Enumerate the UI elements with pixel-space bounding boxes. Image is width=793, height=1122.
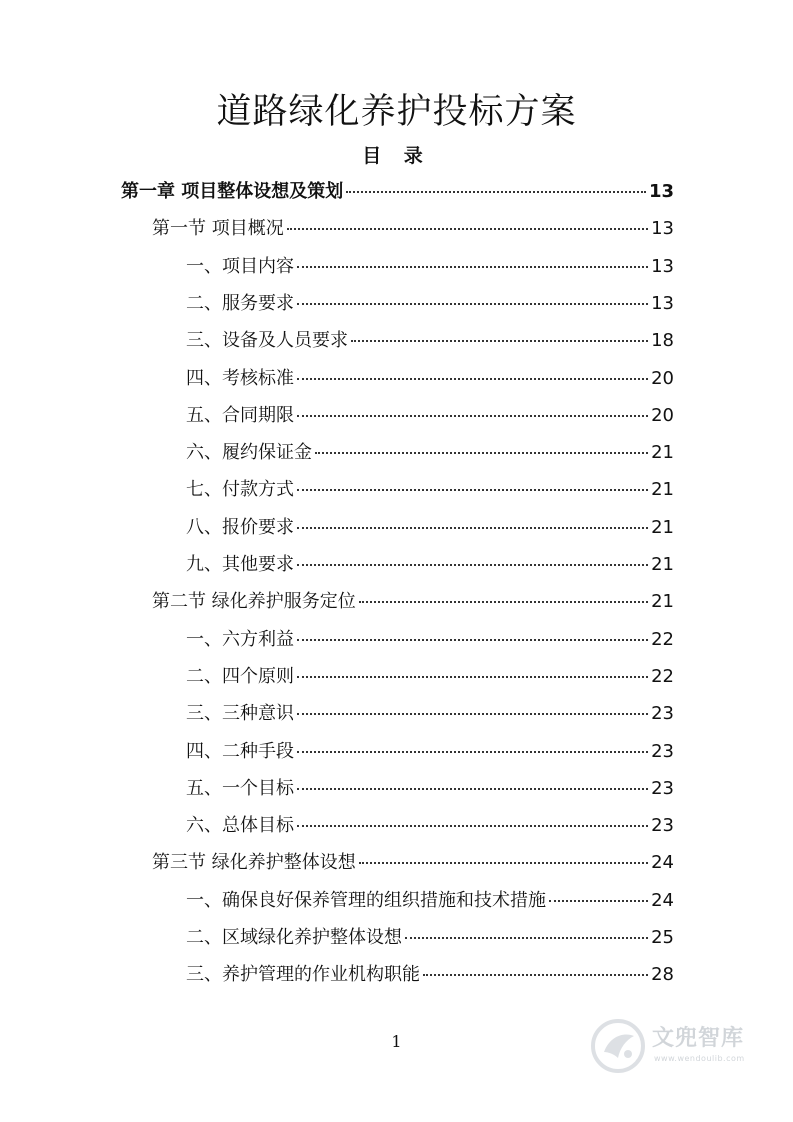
toc-entry-label: 第一节 项目概况 (152, 218, 284, 240)
toc-entry[interactable] (186, 737, 674, 767)
toc-entry-label: 三、设备及人员要求 (186, 330, 348, 352)
toc-entry-page: 13 (651, 255, 674, 277)
toc-entry-label: 一、项目内容 (186, 255, 294, 277)
toc-leader-dots (297, 489, 648, 491)
toc-entry-page: 23 (651, 740, 674, 762)
toc-entry-page: 22 (651, 628, 674, 650)
toc-leader-dots (297, 378, 648, 380)
toc-entry-page: 13 (651, 292, 674, 314)
toc-leader-dots (297, 303, 648, 305)
toc-leader-dots (297, 639, 648, 641)
toc-entry-label: 第三节 绿化养护整体设想 (152, 852, 356, 874)
watermark (590, 1018, 775, 1074)
document-title: 道路绿化养护投标方案 (216, 92, 577, 132)
toc-leader-dots (297, 676, 648, 678)
toc-entry-page: 23 (651, 703, 674, 725)
toc-leader-dots (346, 191, 646, 193)
toc-entry-label: 二、区域绿化养护整体设想 (186, 927, 402, 948)
toc-entry-page: 22 (651, 665, 674, 687)
toc-entry-label: 第一章 项目整体设想及策划 (121, 181, 344, 202)
toc-entry-label: 三、养护管理的作业机构职能 (186, 964, 420, 986)
toc-entry-page: 13 (651, 218, 674, 240)
toc-entry-label: 五、一个目标 (186, 777, 294, 799)
toc-entry-label: 九、其他要求 (186, 554, 294, 575)
toc-entry-label: 四、二种手段 (186, 740, 294, 762)
toc-leader-dots (359, 862, 648, 864)
toc-leader-dots (297, 825, 648, 827)
toc-leader-dots (287, 228, 648, 230)
toc-entry-label: 六、履约保证金 (186, 442, 312, 464)
toc-leader-dots (405, 937, 648, 939)
toc-entry[interactable] (186, 625, 674, 655)
toc-entry-page: 24 (651, 852, 674, 874)
toc-leader-dots (423, 974, 648, 976)
toc-entry[interactable] (186, 364, 674, 394)
toc-entry[interactable] (186, 662, 674, 692)
toc-leader-dots (297, 266, 648, 268)
toc-entry-label: 四、考核标准 (186, 367, 294, 389)
toc-entry[interactable] (186, 289, 674, 319)
toc-entry[interactable] (186, 252, 674, 282)
toc-entry-label: 六、总体目标 (186, 815, 294, 837)
toc-leader-dots (297, 751, 648, 753)
toc-entry-label: 七、付款方式 (186, 479, 294, 501)
toc-entry-label: 二、服务要求 (186, 292, 294, 314)
toc-leader-dots (297, 713, 648, 715)
toc-leader-dots (297, 788, 648, 790)
toc-entry[interactable] (186, 438, 674, 468)
toc-entry[interactable] (121, 177, 674, 207)
toc-entry-page: 18 (651, 330, 674, 352)
toc-entry[interactable] (186, 475, 674, 505)
page-number: 1 (391, 1032, 402, 1051)
toc-entry-page: 23 (651, 815, 674, 837)
toc-entry-page: 13 (648, 181, 674, 202)
toc-leader-dots (297, 415, 648, 417)
toc-entry-page: 28 (651, 964, 674, 986)
toc-entry[interactable] (186, 811, 674, 841)
toc-entry[interactable] (186, 326, 674, 356)
toc-entry[interactable] (186, 774, 674, 804)
toc-entry[interactable] (152, 214, 674, 244)
toc-entry-page: 21 (651, 442, 674, 464)
toc-entry[interactable] (186, 513, 674, 543)
toc-entry[interactable] (186, 550, 674, 580)
toc-leader-dots (549, 900, 648, 902)
toc-entry-label: 三、三种意识 (186, 703, 294, 725)
toc-entry[interactable] (186, 699, 674, 729)
toc-entry-label: 一、确保良好保养管理的组织措施和技术措施 (186, 889, 546, 911)
toc-entry-page: 21 (651, 479, 674, 501)
toc-entry-label: 第二节 绿化养护服务定位 (152, 591, 356, 613)
toc-entry[interactable] (186, 923, 674, 953)
toc-entry-label: 一、六方利益 (186, 628, 294, 650)
toc-entry[interactable] (186, 401, 674, 431)
toc-entry-page: 21 (651, 516, 674, 538)
toc-entry-page: 20 (651, 404, 674, 426)
toc-entry-page: 20 (651, 367, 674, 389)
toc-entry-page: 24 (651, 889, 674, 911)
watermark-name: 文兜智库 (652, 1026, 745, 1051)
toc-leader-dots (297, 527, 648, 529)
toc-leader-dots (315, 452, 648, 454)
watermark-url: www.wendoulib.com (654, 1054, 745, 1063)
toc-entry-page: 23 (651, 777, 674, 799)
toc-entry[interactable] (186, 960, 674, 990)
toc-entry-page: 21 (651, 591, 674, 613)
toc-leader-dots (297, 564, 648, 566)
toc-entry-label: 五、合同期限 (186, 404, 294, 426)
toc-heading: 目 录 (362, 145, 431, 167)
toc-entry-page: 25 (651, 927, 674, 948)
toc-leader-dots (359, 601, 648, 603)
toc-entry[interactable] (152, 848, 674, 878)
toc-entry-label: 二、四个原则 (186, 665, 294, 687)
toc-leader-dots (351, 340, 648, 342)
toc-entry[interactable] (152, 587, 674, 617)
toc-entry-page: 21 (651, 554, 674, 575)
toc-entry[interactable] (186, 886, 674, 916)
watermark-logo-icon (590, 1018, 646, 1074)
toc-entry-label: 八、报价要求 (186, 516, 294, 538)
